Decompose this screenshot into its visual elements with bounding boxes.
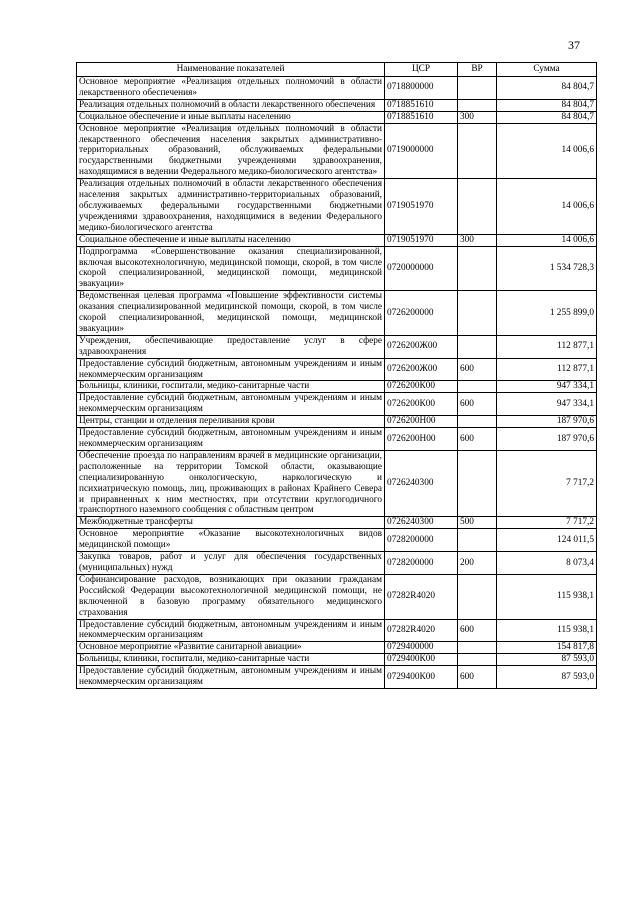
cell-name: Социальное обеспечение и иные выплаты населению: [77, 111, 385, 123]
cell-sum: 87 593,0: [497, 666, 597, 689]
table-row: [77, 517, 597, 529]
cell-sum: 124 011,5: [497, 529, 597, 552]
header-name: Наименование показателей: [77, 63, 385, 77]
cell-sum: 84 804,7: [497, 77, 597, 100]
cell-sum: 947 334,1: [497, 393, 597, 416]
table-row: [77, 450, 597, 516]
cell-vr: [458, 416, 497, 428]
cell-sum: 1 255 899,0: [497, 291, 597, 336]
table-row: [77, 123, 597, 179]
cell-sum: 84 804,7: [497, 111, 597, 123]
cell-vr: [458, 642, 497, 654]
cell-sum: 947 334,1: [497, 381, 597, 393]
table-row: [77, 393, 597, 416]
cell-csr: 0729400000: [385, 642, 458, 654]
cell-vr: 600: [458, 358, 497, 381]
cell-vr: [458, 381, 497, 393]
cell-name: Предоставление субсидий бюджетным, автономным учреждениям и иным некоммерческим организациям: [77, 619, 385, 642]
table-row: [77, 291, 597, 336]
table-row: [77, 335, 597, 358]
table-row: [77, 234, 597, 246]
cell-name: Обеспечение проезда по направлениям врачей в медицинские организации, расположенные на территории Томской области, оказывающие специализированную онкологическую, наркологическую и психиатрическую помощь, лиц, проживающих в районах Крайнего Севера и приравненных к ним местностях, при отсутствии круглогодичного транспортного наземного сообщения с областным центром: [77, 450, 385, 516]
cell-csr: 0720000000: [385, 246, 458, 291]
cell-name: Центры, станции и отделения переливания крови: [77, 416, 385, 428]
cell-sum: 14 006,6: [497, 234, 597, 246]
cell-vr: [458, 574, 497, 619]
cell-sum: 112 877,1: [497, 358, 597, 381]
cell-vr: [458, 654, 497, 666]
cell-name: Реализация отдельных полномочий в области лекарственного обеспечения населения закрытых административно-территориальных образований, обслуживаемых федеральными государственными бюджетными учреждениями здравоохранения, находящимися в ведении Федерального медико-биологического агентства: [77, 179, 385, 235]
cell-name: Предоставление субсидий бюджетным, автономным учреждениям и иным некоммерческим организациям: [77, 428, 385, 451]
cell-name: Закупка товаров, работ и услуг для обеспечения государственных (муниципальных) нужд: [77, 552, 385, 575]
cell-vr: [458, 77, 497, 100]
cell-name: Подпрограмма «Совершенствование оказания специализированной, включая высокотехнологичную, медицинской помощи, скорой, в том числе скорой специализированной, медицинской помощи, медицинской эвакуации»: [77, 246, 385, 291]
table-row: [77, 77, 597, 100]
budget-table: [76, 62, 597, 689]
cell-csr: 0718851610: [385, 99, 458, 111]
table-row: [77, 529, 597, 552]
cell-sum: 87 593,0: [497, 654, 597, 666]
cell-sum: 84 804,7: [497, 99, 597, 111]
cell-vr: [458, 246, 497, 291]
cell-csr: 0726200Ж00: [385, 358, 458, 381]
cell-vr: 300: [458, 111, 497, 123]
cell-csr: 07282R4020: [385, 574, 458, 619]
cell-sum: 112 877,1: [497, 335, 597, 358]
table-row: [77, 642, 597, 654]
cell-vr: [458, 450, 497, 516]
cell-name: Ведомственная целевая программа «Повышение эффективности системы оказания специализированной медицинской помощи, скорой, в том числе скорой специализированной, медицинской помощи, медицинской эвакуации»: [77, 291, 385, 336]
cell-vr: [458, 291, 497, 336]
page-number: 37: [568, 38, 580, 52]
cell-vr: [458, 335, 497, 358]
cell-name: Социальное обеспечение и иные выплаты населению: [77, 234, 385, 246]
table-row: [77, 99, 597, 111]
cell-sum: 1 534 728,3: [497, 246, 597, 291]
cell-vr: [458, 99, 497, 111]
table-row: [77, 416, 597, 428]
table-row: [77, 619, 597, 642]
table-row: [77, 246, 597, 291]
cell-name: Предоставление субсидий бюджетным, автономным учреждениям и иным некоммерческим организациям: [77, 393, 385, 416]
cell-vr: [458, 179, 497, 235]
cell-csr: 0719000000: [385, 123, 458, 179]
cell-vr: 600: [458, 393, 497, 416]
table-row: [77, 381, 597, 393]
cell-csr: 0726200К00: [385, 381, 458, 393]
cell-csr: 0719051970: [385, 179, 458, 235]
cell-name: Основное мероприятие «Реализация отдельных полномочий в области лекарственного обеспечения»: [77, 77, 385, 100]
cell-sum: 7 717,2: [497, 517, 597, 529]
cell-sum: 14 006,6: [497, 179, 597, 235]
cell-vr: 600: [458, 619, 497, 642]
cell-sum: 14 006,6: [497, 123, 597, 179]
cell-vr: [458, 123, 497, 179]
cell-csr: 0729400К00: [385, 654, 458, 666]
cell-sum: 115 938,1: [497, 574, 597, 619]
cell-vr: 600: [458, 428, 497, 451]
cell-name: Предоставление субсидий бюджетным, автономным учреждениям и иным некоммерческим организациям: [77, 666, 385, 689]
header-vr: ВР: [458, 63, 497, 77]
cell-csr: 0726240300: [385, 450, 458, 516]
cell-vr: [458, 529, 497, 552]
cell-csr: 0719051970: [385, 234, 458, 246]
cell-csr: 07282R4020: [385, 619, 458, 642]
table-row: [77, 666, 597, 689]
cell-sum: 7 717,2: [497, 450, 597, 516]
cell-name: Больницы, клиники, госпитали, медико-санитарные части: [77, 654, 385, 666]
table-row: [77, 574, 597, 619]
cell-vr: 500: [458, 517, 497, 529]
cell-csr: 0726200Н00: [385, 428, 458, 451]
cell-csr: 0726200Ж00: [385, 335, 458, 358]
cell-csr: 0729400К00: [385, 666, 458, 689]
table-row: [77, 552, 597, 575]
cell-csr: 0726200000: [385, 291, 458, 336]
cell-name: Межбюджетные трансферты: [77, 517, 385, 529]
cell-csr: 0728200000: [385, 552, 458, 575]
cell-name: Предоставление субсидий бюджетным, автономным учреждениям и иным некоммерческим организациям: [77, 358, 385, 381]
cell-csr: 0718800000: [385, 77, 458, 100]
cell-csr: 0726240300: [385, 517, 458, 529]
cell-csr: 0728200000: [385, 529, 458, 552]
cell-name: Учреждения, обеспечивающие предоставление услуг в сфере здравоохранения: [77, 335, 385, 358]
cell-sum: 8 073,4: [497, 552, 597, 575]
cell-vr: 300: [458, 234, 497, 246]
cell-vr: 600: [458, 666, 497, 689]
header-sum: Сумма: [497, 63, 597, 77]
table-row: [77, 111, 597, 123]
table-row: [77, 358, 597, 381]
table-row: [77, 654, 597, 666]
table-row: [77, 179, 597, 235]
cell-sum: 187 970,6: [497, 416, 597, 428]
cell-sum: 187 970,6: [497, 428, 597, 451]
cell-name: Основное мероприятие «Оказание высокотехнологичных видов медицинской помощи»: [77, 529, 385, 552]
table-header-row: [77, 63, 597, 77]
cell-csr: 0726200Н00: [385, 416, 458, 428]
cell-csr: 0718851610: [385, 111, 458, 123]
cell-sum: 154 817,8: [497, 642, 597, 654]
cell-name: Основное мероприятие «Реализация отдельных полномочий в области лекарственного обеспечения населения закрытых административно-территориальных образований, обслуживаемых федеральными государственными бюджетными учреждениями здравоохранения, находящимися в ведении Федерального медико-биологического агентства»: [77, 123, 385, 179]
cell-name: Реализация отдельных полномочий в области лекарственного обеспечения: [77, 99, 385, 111]
cell-name: Основное мероприятие «Развитие санитарной авиации»: [77, 642, 385, 654]
header-csr: ЦСР: [385, 63, 458, 77]
table-row: [77, 428, 597, 451]
cell-name: Софинансирование расходов, возникающих при оказании гражданам Российской Федерации высокотехнологичной медицинской помощи, не включенной в базовую программу обязательного медицинского страхования: [77, 574, 385, 619]
cell-sum: 115 938,1: [497, 619, 597, 642]
cell-vr: 200: [458, 552, 497, 575]
cell-name: Больницы, клиники, госпитали, медико-санитарные части: [77, 381, 385, 393]
cell-csr: 0726200К00: [385, 393, 458, 416]
